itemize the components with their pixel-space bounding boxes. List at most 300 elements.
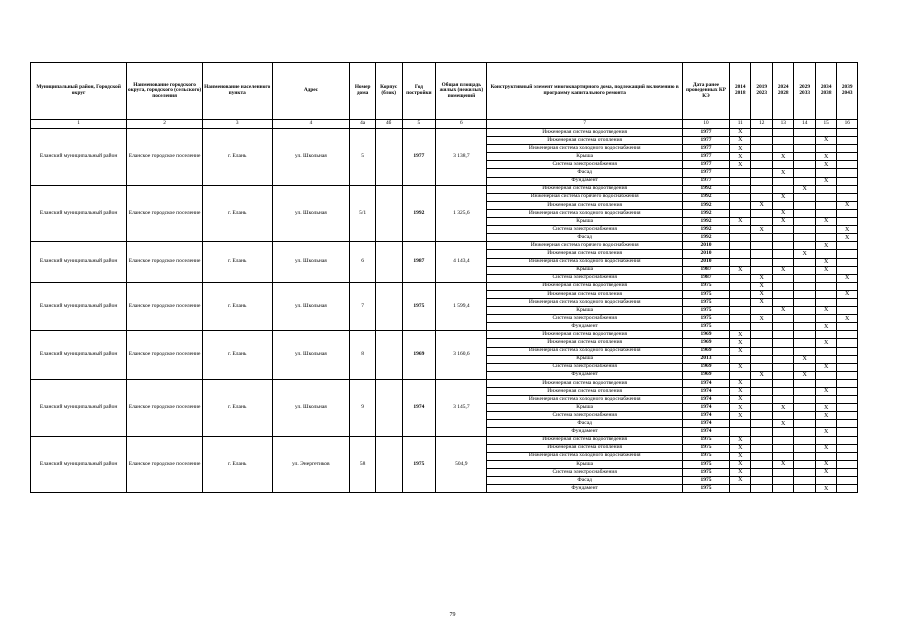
corpus-cell (375, 185, 402, 242)
column-number: 14 (794, 120, 815, 129)
period-mark-cell (751, 161, 772, 169)
period-mark-cell (772, 250, 793, 258)
period-mark-cell: Х (815, 460, 836, 468)
period-mark-cell (815, 396, 836, 404)
header-period-2014-2018: 2014 2018 (730, 63, 751, 120)
period-mark-cell (794, 242, 815, 250)
settlement-cell: Еланское городское поселение (127, 282, 203, 331)
structural-element-cell: Инженерная система холодного водоснабжения (487, 258, 682, 266)
period-mark-cell (772, 452, 793, 460)
area-cell: 1 325,6 (436, 185, 487, 242)
period-mark-cell (837, 452, 858, 460)
previous-repair-date-cell: 1992 (682, 218, 729, 226)
period-mark-cell (751, 468, 772, 476)
period-mark-cell (751, 396, 772, 404)
previous-repair-date-cell: 1977 (682, 137, 729, 145)
street-cell: ул. Школьная (272, 242, 350, 282)
column-number: 13 (772, 120, 793, 129)
period-mark-cell (730, 371, 751, 379)
period-mark-cell: Х (837, 274, 858, 282)
structural-element-cell: Крыша (487, 307, 682, 315)
year-built-cell: 1987 (402, 242, 436, 282)
period-mark-cell (730, 307, 751, 315)
period-mark-cell (794, 315, 815, 323)
structural-element-cell: Крыша (487, 355, 682, 363)
previous-repair-date-cell: 1974 (682, 412, 729, 420)
period-mark-cell (815, 129, 836, 137)
house-number-cell: 8 (350, 331, 376, 380)
period-mark-cell: Х (815, 258, 836, 266)
district-cell: Еланский муниципальный район (31, 436, 127, 493)
period-mark-cell (794, 404, 815, 412)
period-mark-cell (815, 477, 836, 485)
previous-repair-date-cell: 1977 (682, 161, 729, 169)
table-row (31, 379, 858, 387)
period-mark-cell (837, 355, 858, 363)
column-number: 10 (682, 120, 729, 129)
period-mark-cell (815, 193, 836, 201)
period-mark-cell (815, 250, 836, 258)
district-cell: Еланский муниципальный район (31, 129, 127, 186)
district-cell: Еланский муниципальный район (31, 331, 127, 380)
period-mark-cell (815, 371, 836, 379)
area-cell: 3 145,7 (436, 379, 487, 436)
period-mark-cell (751, 331, 772, 339)
period-mark-cell: Х (815, 177, 836, 185)
period-mark-cell (837, 161, 858, 169)
period-mark-cell: Х (730, 129, 751, 137)
period-mark-cell (751, 444, 772, 452)
column-number: 5 (402, 120, 436, 129)
column-number: 6 (436, 120, 487, 129)
year-built-cell: 1974 (402, 379, 436, 436)
period-mark-cell: Х (751, 201, 772, 209)
period-mark-cell (794, 444, 815, 452)
column-number: 16 (837, 120, 858, 129)
period-mark-cell (837, 371, 858, 379)
period-mark-cell: Х (815, 428, 836, 436)
period-mark-cell (837, 436, 858, 444)
period-mark-cell: Х (772, 404, 793, 412)
header-house-number: Номер дома (350, 63, 376, 120)
period-mark-cell (751, 347, 772, 355)
header-structural-element: Конструктивный элемент многоквартирного дома, подлежащий включению в программу капитального ремонта (487, 63, 682, 120)
period-mark-cell: Х (730, 468, 751, 476)
period-mark-cell (772, 242, 793, 250)
period-mark-cell (837, 145, 858, 153)
table-body (31, 120, 858, 493)
house-number-cell: 5 (350, 129, 376, 186)
table-row (31, 331, 858, 339)
previous-repair-date-cell: 1974 (682, 404, 729, 412)
structural-element-cell: Фундамент (487, 485, 682, 493)
period-mark-cell (815, 201, 836, 209)
column-number: 1 (31, 120, 127, 129)
structural-element-cell: Фундамент (487, 428, 682, 436)
locality-cell: г. Елань (202, 185, 272, 242)
structural-element-cell: Фундамент (487, 177, 682, 185)
period-mark-cell (837, 282, 858, 290)
previous-repair-date-cell: 1975 (682, 452, 729, 460)
period-mark-cell: Х (751, 371, 772, 379)
period-mark-cell: Х (815, 307, 836, 315)
header-district: Муниципальный район, Городской округ (31, 63, 127, 120)
column-number: 4а (350, 120, 376, 129)
structural-element-cell: Система электроснабжения (487, 161, 682, 169)
period-mark-cell (794, 307, 815, 315)
header-year-built: Год постройки (402, 63, 436, 120)
period-mark-cell (815, 315, 836, 323)
period-mark-cell (751, 323, 772, 331)
area-cell: 4 143,4 (436, 242, 487, 282)
structural-element-cell: Инженерная система отопления (487, 444, 682, 452)
period-mark-cell: Х (730, 452, 751, 460)
structural-element-cell: Инженерная система отопления (487, 290, 682, 298)
period-mark-cell (837, 379, 858, 387)
period-mark-cell: Х (772, 266, 793, 274)
period-mark-cell: Х (751, 290, 772, 298)
column-number-row (31, 120, 858, 129)
period-mark-cell: Х (815, 412, 836, 420)
previous-repair-date-cell: 1974 (682, 428, 729, 436)
period-mark-cell: Х (815, 339, 836, 347)
period-mark-cell: Х (730, 404, 751, 412)
period-mark-cell (815, 331, 836, 339)
period-mark-cell: Х (815, 218, 836, 226)
structural-element-cell: Система электроснабжения (487, 315, 682, 323)
structural-element-cell: Фасад (487, 234, 682, 242)
structural-element-cell: Система электроснабжения (487, 226, 682, 234)
period-mark-cell: Х (815, 266, 836, 274)
structural-element-cell: Инженерная система отопления (487, 339, 682, 347)
period-mark-cell (751, 485, 772, 493)
period-mark-cell (730, 282, 751, 290)
table-row (31, 185, 858, 193)
period-mark-cell (794, 485, 815, 493)
period-mark-cell (794, 436, 815, 444)
period-mark-cell (730, 290, 751, 298)
period-mark-cell (730, 420, 751, 428)
structural-element-cell: Крыша (487, 266, 682, 274)
period-mark-cell (772, 428, 793, 436)
previous-repair-date-cell: 1974 (682, 379, 729, 387)
period-mark-cell: Х (815, 388, 836, 396)
structural-element-cell: Инженерная система водоотведения (487, 185, 682, 193)
structural-element-cell: Инженерная система отопления (487, 250, 682, 258)
period-mark-cell: Х (730, 218, 751, 226)
period-mark-cell: Х (794, 185, 815, 193)
period-mark-cell (837, 331, 858, 339)
period-mark-cell (730, 485, 751, 493)
structural-element-cell: Инженерная система холодного водоснабжения (487, 396, 682, 404)
period-mark-cell: Х (730, 363, 751, 371)
header-settlement: Наименование городского округа, городского (сельского) поселения (127, 63, 203, 120)
structural-element-cell: Инженерная система холодного водоснабжения (487, 347, 682, 355)
period-mark-cell (772, 331, 793, 339)
header-corpus: Корпус (блок) (375, 63, 402, 120)
period-mark-cell (837, 218, 858, 226)
period-mark-cell (815, 234, 836, 242)
house-number-cell: 5/1 (350, 185, 376, 242)
house-number-cell: 6 (350, 242, 376, 282)
period-mark-cell (837, 298, 858, 306)
period-mark-cell (730, 250, 751, 258)
previous-repair-date-cell: 1969 (682, 339, 729, 347)
period-mark-cell: Х (730, 477, 751, 485)
period-mark-cell (794, 161, 815, 169)
period-mark-cell (815, 282, 836, 290)
period-mark-cell (794, 201, 815, 209)
column-number: 7 (487, 120, 682, 129)
corpus-cell (375, 242, 402, 282)
previous-repair-date-cell: 1969 (682, 347, 729, 355)
period-mark-cell: Х (837, 315, 858, 323)
previous-repair-date-cell: 1975 (682, 290, 729, 298)
period-mark-cell (772, 323, 793, 331)
period-mark-cell: Х (815, 153, 836, 161)
period-mark-cell: Х (794, 250, 815, 258)
period-mark-cell (772, 185, 793, 193)
period-mark-cell (730, 355, 751, 363)
period-mark-cell (815, 185, 836, 193)
previous-repair-date-cell: 1975 (682, 485, 729, 493)
period-mark-cell (794, 234, 815, 242)
period-mark-cell (751, 412, 772, 420)
previous-repair-date-cell: 1974 (682, 420, 729, 428)
period-mark-cell (730, 234, 751, 242)
period-mark-cell (772, 477, 793, 485)
street-cell: ул. Школьная (272, 129, 350, 186)
period-mark-cell (794, 452, 815, 460)
period-mark-cell (794, 468, 815, 476)
structural-element-cell: Крыша (487, 218, 682, 226)
period-mark-cell (751, 404, 772, 412)
locality-cell: г. Елань (202, 282, 272, 331)
period-mark-cell (772, 282, 793, 290)
period-mark-cell (730, 177, 751, 185)
period-mark-cell (815, 420, 836, 428)
period-mark-cell: Х (794, 355, 815, 363)
period-mark-cell (772, 258, 793, 266)
period-mark-cell (751, 258, 772, 266)
period-mark-cell (751, 218, 772, 226)
period-mark-cell (751, 266, 772, 274)
period-mark-cell (772, 315, 793, 323)
period-mark-cell (751, 307, 772, 315)
structural-element-cell: Инженерная система отопления (487, 137, 682, 145)
period-mark-cell (837, 404, 858, 412)
settlement-cell: Еланское городское поселение (127, 242, 203, 282)
period-mark-cell (730, 298, 751, 306)
period-mark-cell (837, 485, 858, 493)
period-mark-cell (730, 201, 751, 209)
previous-repair-date-cell: 1975 (682, 460, 729, 468)
structural-element-cell: Инженерная система холодного водоснабжения (487, 452, 682, 460)
structural-element-cell: Крыша (487, 153, 682, 161)
period-mark-cell (730, 428, 751, 436)
period-mark-cell (794, 298, 815, 306)
locality-cell: г. Елань (202, 129, 272, 186)
period-mark-cell (794, 339, 815, 347)
period-mark-cell (772, 226, 793, 234)
previous-repair-date-cell: 2010 (682, 258, 729, 266)
period-mark-cell: Х (815, 137, 836, 145)
previous-repair-date-cell: 1992 (682, 201, 729, 209)
previous-repair-date-cell: 1992 (682, 209, 729, 217)
previous-repair-date-cell: 1975 (682, 307, 729, 315)
period-mark-cell (751, 234, 772, 242)
header-period-2019-2023: 2019 2023 (751, 63, 772, 120)
structural-element-cell: Инженерная система горячего водоснабжения (487, 193, 682, 201)
structural-element-cell: Система электроснабжения (487, 412, 682, 420)
period-mark-cell (794, 290, 815, 298)
structural-element-cell: Фасад (487, 420, 682, 428)
period-mark-cell (837, 420, 858, 428)
previous-repair-date-cell: 1975 (682, 477, 729, 485)
previous-repair-date-cell: 1992 (682, 193, 729, 201)
period-mark-cell (794, 209, 815, 217)
column-number: 11 (730, 120, 751, 129)
header-period-2039-2043: 2039 2043 (837, 63, 858, 120)
period-mark-cell (794, 347, 815, 355)
table-row (31, 129, 858, 137)
area-cell: 3 138,7 (436, 129, 487, 186)
period-mark-cell (837, 137, 858, 145)
period-mark-cell (772, 436, 793, 444)
header-period-2034-2038: 2034 2038 (815, 63, 836, 120)
period-mark-cell (751, 185, 772, 193)
period-mark-cell (837, 185, 858, 193)
period-mark-cell: Х (772, 307, 793, 315)
previous-repair-date-cell: 1992 (682, 226, 729, 234)
period-mark-cell (730, 226, 751, 234)
street-cell: ул. Школьная (272, 282, 350, 331)
period-mark-cell (837, 444, 858, 452)
period-mark-cell (794, 379, 815, 387)
previous-repair-date-cell: 1969 (682, 363, 729, 371)
structural-element-cell: Крыша (487, 404, 682, 412)
locality-cell: г. Елань (202, 379, 272, 436)
period-mark-cell (772, 234, 793, 242)
previous-repair-date-cell: 1975 (682, 298, 729, 306)
period-mark-cell (837, 347, 858, 355)
period-mark-cell (837, 209, 858, 217)
period-mark-cell (751, 460, 772, 468)
period-mark-cell (772, 145, 793, 153)
period-mark-cell (772, 412, 793, 420)
period-mark-cell (815, 298, 836, 306)
period-mark-cell (772, 129, 793, 137)
previous-repair-date-cell: 1987 (682, 266, 729, 274)
period-mark-cell (815, 436, 836, 444)
previous-repair-date-cell: 1977 (682, 129, 729, 137)
period-mark-cell (794, 477, 815, 485)
period-mark-cell (837, 177, 858, 185)
period-mark-cell (772, 388, 793, 396)
period-mark-cell (815, 452, 836, 460)
period-mark-cell (794, 331, 815, 339)
period-mark-cell (730, 323, 751, 331)
period-mark-cell: Х (815, 485, 836, 493)
period-mark-cell (837, 428, 858, 436)
period-mark-cell: Х (794, 371, 815, 379)
period-mark-cell: Х (837, 234, 858, 242)
period-mark-cell (794, 137, 815, 145)
period-mark-cell (815, 169, 836, 177)
period-mark-cell (751, 355, 772, 363)
corpus-cell (375, 129, 402, 186)
header-total-area: Общая площадь жилых (нежилых) помещений (436, 63, 487, 120)
previous-repair-date-cell: 2010 (682, 250, 729, 258)
locality-cell: г. Елань (202, 436, 272, 493)
column-number: 4б (375, 120, 402, 129)
period-mark-cell (730, 209, 751, 217)
period-mark-cell (772, 355, 793, 363)
settlement-cell: Еланское городское поселение (127, 185, 203, 242)
period-mark-cell (751, 363, 772, 371)
period-mark-cell (772, 137, 793, 145)
structural-element-cell: Крыша (487, 460, 682, 468)
period-mark-cell: Х (730, 153, 751, 161)
previous-repair-date-cell: 1977 (682, 169, 729, 177)
period-mark-cell (794, 396, 815, 404)
period-mark-cell (730, 185, 751, 193)
period-mark-cell (772, 339, 793, 347)
column-number: 15 (815, 120, 836, 129)
period-mark-cell (751, 428, 772, 436)
period-mark-cell: Х (751, 226, 772, 234)
period-mark-cell (794, 218, 815, 226)
corpus-cell (375, 282, 402, 331)
period-mark-cell (794, 266, 815, 274)
period-mark-cell (794, 177, 815, 185)
period-mark-cell (772, 468, 793, 476)
period-mark-cell (751, 145, 772, 153)
period-mark-cell (837, 307, 858, 315)
period-mark-cell (815, 209, 836, 217)
year-built-cell: 1969 (402, 331, 436, 380)
period-mark-cell: Х (730, 266, 751, 274)
structural-element-cell: Фасад (487, 169, 682, 177)
period-mark-cell: Х (815, 444, 836, 452)
period-mark-cell (837, 129, 858, 137)
structural-element-cell: Инженерная система водоотведения (487, 282, 682, 290)
structural-element-cell: Фундамент (487, 323, 682, 331)
period-mark-cell (751, 137, 772, 145)
period-mark-cell (794, 428, 815, 436)
period-mark-cell: Х (772, 169, 793, 177)
period-mark-cell (751, 420, 772, 428)
period-mark-cell (772, 379, 793, 387)
period-mark-cell (794, 282, 815, 290)
previous-repair-date-cell: 1992 (682, 234, 729, 242)
period-mark-cell (837, 396, 858, 404)
period-mark-cell (794, 460, 815, 468)
period-mark-cell: Х (730, 339, 751, 347)
period-mark-cell: Х (751, 274, 772, 282)
period-mark-cell (815, 290, 836, 298)
period-mark-cell: Х (730, 145, 751, 153)
period-mark-cell (837, 460, 858, 468)
previous-repair-date-cell: 1975 (682, 436, 729, 444)
previous-repair-date-cell: 1969 (682, 371, 729, 379)
previous-repair-date-cell: 1969 (682, 331, 729, 339)
district-cell: Еланский муниципальный район (31, 242, 127, 282)
header-address: Адрес (272, 63, 350, 120)
previous-repair-date-cell: 1975 (682, 323, 729, 331)
previous-repair-date-cell: 2010 (682, 242, 729, 250)
period-mark-cell: Х (772, 193, 793, 201)
